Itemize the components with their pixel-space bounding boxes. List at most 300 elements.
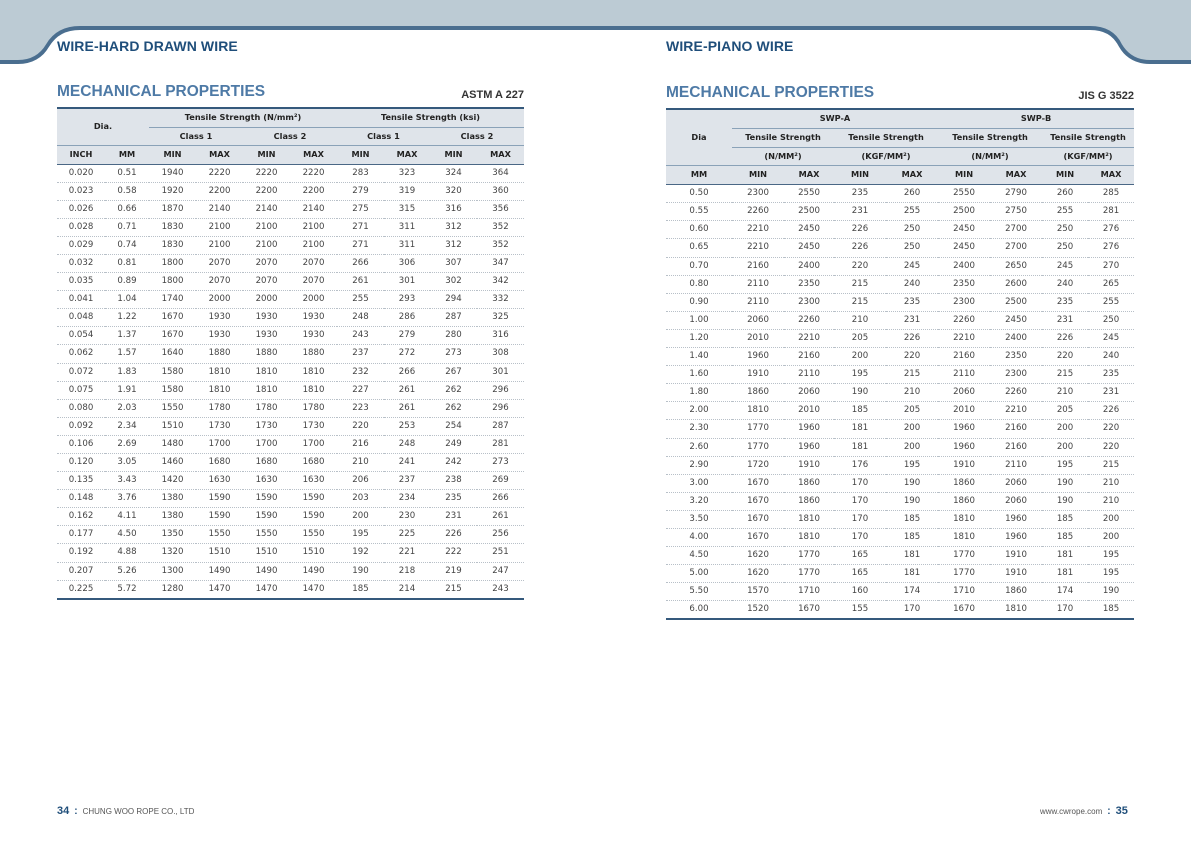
table-cell: 0.148 <box>57 490 105 508</box>
table-cell: 1730 <box>290 417 337 435</box>
table-cell: 2650 <box>990 257 1042 275</box>
table-cell: 6.00 <box>666 601 732 620</box>
table-cell: 2350 <box>784 275 834 293</box>
table-cell: 0.026 <box>57 200 105 218</box>
piano-wire-table <box>666 108 1134 620</box>
table-cell: 0.70 <box>666 257 732 275</box>
table-cell: 1720 <box>732 456 784 474</box>
table-cell: 1490 <box>196 562 243 580</box>
table-cell: 240 <box>1042 275 1088 293</box>
table-cell: 210 <box>337 454 384 472</box>
table-cell: 200 <box>886 420 938 438</box>
table-cell: 1810 <box>938 528 990 546</box>
footer-separator: : <box>74 806 78 817</box>
table-cell: 1550 <box>243 526 290 544</box>
table-cell: 1670 <box>149 327 196 345</box>
table-cell: 1.00 <box>666 311 732 329</box>
table-cell: 170 <box>834 528 886 546</box>
table-cell: 269 <box>477 472 524 490</box>
table-cell: 1800 <box>149 254 196 272</box>
table-cell: 316 <box>477 327 524 345</box>
table-cell: 1810 <box>196 363 243 381</box>
table-cell: 235 <box>1042 293 1088 311</box>
table-row <box>666 366 1134 384</box>
class2-header: Class 2 <box>430 127 524 146</box>
table-cell: 255 <box>1042 203 1088 221</box>
table-cell: 0.66 <box>105 200 149 218</box>
table-cell: 260 <box>886 185 938 203</box>
table-cell: 1880 <box>196 345 243 363</box>
table-cell: 0.072 <box>57 363 105 381</box>
table-cell: 2450 <box>990 311 1042 329</box>
table-row <box>57 291 524 309</box>
table-cell: 276 <box>1088 221 1134 239</box>
table-cell: 286 <box>384 309 430 327</box>
table-cell: 231 <box>1042 311 1088 329</box>
table-cell: 4.00 <box>666 528 732 546</box>
table-cell: 1930 <box>243 309 290 327</box>
table-cell: 261 <box>477 508 524 526</box>
table-cell: 2100 <box>243 236 290 254</box>
table-cell: 220 <box>886 348 938 366</box>
table-cell: 1860 <box>938 474 990 492</box>
table-cell: 260 <box>1042 185 1088 203</box>
table-cell: 1700 <box>243 435 290 453</box>
table-cell: 192 <box>337 544 384 562</box>
table-row <box>666 257 1134 275</box>
table-cell: 273 <box>477 454 524 472</box>
table-cell: 203 <box>337 490 384 508</box>
table-cell: 3.00 <box>666 474 732 492</box>
table-cell: 1940 <box>149 164 196 182</box>
table-row <box>666 239 1134 257</box>
table-cell: 0.023 <box>57 182 105 200</box>
table-cell: 176 <box>834 456 886 474</box>
column-header: MAX <box>384 146 430 165</box>
table-cell: 324 <box>430 164 477 182</box>
table-cell: 1550 <box>290 526 337 544</box>
table-cell: 1860 <box>784 474 834 492</box>
table-cell: 220 <box>1042 348 1088 366</box>
table-cell: 2140 <box>243 200 290 218</box>
table-cell: 1870 <box>149 200 196 218</box>
table-cell: 1770 <box>784 565 834 583</box>
table-cell: 1.57 <box>105 345 149 363</box>
table-cell: 2790 <box>990 185 1042 203</box>
table-cell: 4.50 <box>666 547 732 565</box>
table-cell: 2100 <box>290 236 337 254</box>
table-cell: 245 <box>1088 329 1134 347</box>
table-cell: 170 <box>834 474 886 492</box>
table-cell: 265 <box>1088 275 1134 293</box>
table-cell: 2100 <box>243 218 290 236</box>
table-row <box>57 526 524 544</box>
table-cell: 255 <box>1088 293 1134 311</box>
table-cell: 320 <box>430 182 477 200</box>
table-cell: 234 <box>384 490 430 508</box>
table-cell: 1930 <box>243 327 290 345</box>
table-cell: 2.30 <box>666 420 732 438</box>
table-row <box>57 273 524 291</box>
left-section-title: MECHANICAL PROPERTIES <box>57 83 266 100</box>
table-cell: 1810 <box>990 601 1042 620</box>
table-cell: 1280 <box>149 580 196 599</box>
table-cell: 200 <box>1042 420 1088 438</box>
table-row <box>666 311 1134 329</box>
left-page-title: WIRE-HARD DRAWN WIRE <box>57 38 238 54</box>
table-cell: 245 <box>1042 257 1088 275</box>
table-cell: 225 <box>384 526 430 544</box>
table-cell: 185 <box>886 510 938 528</box>
table-cell: 215 <box>834 275 886 293</box>
table-cell: 1770 <box>732 420 784 438</box>
table-cell: 1380 <box>149 490 196 508</box>
table-cell: 221 <box>384 544 430 562</box>
table-cell: 1860 <box>990 583 1042 601</box>
table-cell: 1680 <box>243 454 290 472</box>
table-cell: 226 <box>1088 402 1134 420</box>
table-cell: 332 <box>477 291 524 309</box>
table-cell: 2400 <box>990 329 1042 347</box>
table-cell: 0.58 <box>105 182 149 200</box>
table-cell: 262 <box>430 381 477 399</box>
table-cell: 3.20 <box>666 492 732 510</box>
table-row <box>666 601 1134 620</box>
table-cell: 1670 <box>732 510 784 528</box>
table-row <box>57 254 524 272</box>
table-cell: 1710 <box>938 583 990 601</box>
table-cell: 0.032 <box>57 254 105 272</box>
table-row <box>666 275 1134 293</box>
table-cell: 231 <box>834 203 886 221</box>
table-cell: 287 <box>430 309 477 327</box>
table-cell: 2200 <box>196 182 243 200</box>
table-cell: 1910 <box>990 547 1042 565</box>
table-cell: 2060 <box>784 384 834 402</box>
table-cell: 1930 <box>196 309 243 327</box>
table-row <box>57 417 524 435</box>
page-number: 35 <box>1115 805 1128 817</box>
table-cell: 0.81 <box>105 254 149 272</box>
class2-header: Class 2 <box>243 127 337 146</box>
table-cell: 226 <box>834 221 886 239</box>
table-cell: 1380 <box>149 508 196 526</box>
right-footer <box>1040 805 1128 817</box>
table-cell: 266 <box>384 363 430 381</box>
table-cell: 261 <box>337 273 384 291</box>
table-cell: 2110 <box>732 293 784 311</box>
table-cell: 352 <box>477 218 524 236</box>
table-cell: 250 <box>1042 239 1088 257</box>
table-cell: 285 <box>1088 185 1134 203</box>
table-cell: 1800 <box>149 273 196 291</box>
table-cell: 256 <box>477 526 524 544</box>
column-header: MIN <box>337 146 384 165</box>
table-cell: 0.075 <box>57 381 105 399</box>
table-cell: 190 <box>337 562 384 580</box>
table-cell: 1770 <box>938 565 990 583</box>
table-cell: 185 <box>1088 601 1134 620</box>
dia-header: Dia. <box>57 108 149 146</box>
table-cell: 251 <box>477 544 524 562</box>
table-cell: 170 <box>886 601 938 620</box>
table-cell: 0.062 <box>57 345 105 363</box>
table-cell: 1930 <box>196 327 243 345</box>
table-cell: 0.71 <box>105 218 149 236</box>
table-cell: 316 <box>430 200 477 218</box>
table-cell: 2.00 <box>666 402 732 420</box>
table-cell: 247 <box>477 562 524 580</box>
table-cell: 325 <box>477 309 524 327</box>
table-cell: 2300 <box>938 293 990 311</box>
swp-a-header: SWP-A <box>732 109 938 128</box>
table-cell: 210 <box>1088 492 1134 510</box>
table-cell: 226 <box>430 526 477 544</box>
table-cell: 250 <box>886 221 938 239</box>
table-cell: 0.020 <box>57 164 105 182</box>
table-cell: 205 <box>886 402 938 420</box>
table-cell: 219 <box>430 562 477 580</box>
table-cell: 2010 <box>784 402 834 420</box>
table-cell: 271 <box>337 218 384 236</box>
table-cell: 296 <box>477 381 524 399</box>
column-header: MM <box>105 146 149 165</box>
table-cell: 360 <box>477 182 524 200</box>
table-cell: 200 <box>337 508 384 526</box>
table-cell: 2110 <box>732 275 784 293</box>
table-cell: 294 <box>430 291 477 309</box>
table-cell: 250 <box>1042 221 1088 239</box>
table-cell: 1920 <box>149 182 196 200</box>
table-row <box>666 185 1134 203</box>
table-cell: 1420 <box>149 472 196 490</box>
table-cell: 215 <box>1042 366 1088 384</box>
table-cell: 262 <box>430 399 477 417</box>
table-cell: 250 <box>1088 311 1134 329</box>
table-row <box>666 402 1134 420</box>
table-cell: 210 <box>834 311 886 329</box>
table-cell: 279 <box>384 327 430 345</box>
table-cell: 1710 <box>784 583 834 601</box>
table-cell: 231 <box>1088 384 1134 402</box>
table-row <box>666 583 1134 601</box>
tensile-strength-header: Tensile Strength <box>938 128 1042 147</box>
table-cell: 1580 <box>149 363 196 381</box>
right-page-title: WIRE-PIANO WIRE <box>666 38 794 54</box>
table-cell: 1630 <box>290 472 337 490</box>
table-cell: 195 <box>337 526 384 544</box>
table-row <box>57 472 524 490</box>
table-row <box>666 203 1134 221</box>
table-cell: 2110 <box>784 366 834 384</box>
table-cell: 181 <box>1042 547 1088 565</box>
table-cell: 0.50 <box>666 185 732 203</box>
table-cell: 1.04 <box>105 291 149 309</box>
table-cell: 174 <box>886 583 938 601</box>
table-cell: 1670 <box>784 601 834 620</box>
table-cell: 214 <box>384 580 430 599</box>
table-cell: 195 <box>1042 456 1088 474</box>
table-cell: 190 <box>886 492 938 510</box>
table-cell: 231 <box>430 508 477 526</box>
table-cell: 1830 <box>149 218 196 236</box>
tensile-strength-header: Tensile Strength <box>1042 128 1134 147</box>
unit-header: (N/MM²) <box>938 147 1042 166</box>
table-cell: 1670 <box>938 601 990 620</box>
table-cell: 1470 <box>196 580 243 599</box>
table-row <box>666 293 1134 311</box>
table-cell: 1680 <box>196 454 243 472</box>
table-cell: 1300 <box>149 562 196 580</box>
table-cell: 253 <box>384 417 430 435</box>
table-cell: 2750 <box>990 203 1042 221</box>
hard-drawn-wire-table <box>57 107 524 600</box>
table-cell: 267 <box>430 363 477 381</box>
table-cell: 190 <box>1042 474 1088 492</box>
table-cell: 1320 <box>149 544 196 562</box>
table-cell: 215 <box>886 366 938 384</box>
table-cell: 1810 <box>732 402 784 420</box>
table-cell: 5.72 <box>105 580 149 599</box>
table-cell: 2200 <box>290 182 337 200</box>
table-cell: 1960 <box>732 348 784 366</box>
table-cell: 0.028 <box>57 218 105 236</box>
table-row <box>57 544 524 562</box>
table-cell: 185 <box>1042 528 1088 546</box>
table-cell: 205 <box>834 329 886 347</box>
table-cell: 2.34 <box>105 417 149 435</box>
table-cell: 210 <box>886 384 938 402</box>
table-row <box>57 363 524 381</box>
table-cell: 0.225 <box>57 580 105 599</box>
column-header: MAX <box>1088 166 1134 185</box>
left-standard-label: ASTM A 227 <box>461 89 524 101</box>
table-cell: 1510 <box>149 417 196 435</box>
table-cell: 1770 <box>732 438 784 456</box>
table-row <box>666 510 1134 528</box>
table-cell: 2260 <box>938 311 990 329</box>
table-cell: 273 <box>430 345 477 363</box>
table-cell: 296 <box>477 399 524 417</box>
table-row <box>57 580 524 599</box>
table-row <box>57 508 524 526</box>
table-cell: 195 <box>886 456 938 474</box>
table-cell: 235 <box>1088 366 1134 384</box>
table-cell: 3.05 <box>105 454 149 472</box>
table-cell: 1620 <box>732 547 784 565</box>
table-cell: 281 <box>477 435 524 453</box>
table-cell: 0.74 <box>105 236 149 254</box>
table-cell: 2010 <box>938 402 990 420</box>
table-row <box>666 565 1134 583</box>
table-cell: 1670 <box>149 309 196 327</box>
table-cell: 235 <box>834 185 886 203</box>
table-cell: 2400 <box>784 257 834 275</box>
table-cell: 2300 <box>732 185 784 203</box>
table-cell: 307 <box>430 254 477 272</box>
table-cell: 222 <box>430 544 477 562</box>
table-cell: 4.50 <box>105 526 149 544</box>
table-cell: 249 <box>430 435 477 453</box>
table-cell: 1670 <box>732 528 784 546</box>
table-cell: 1960 <box>784 420 834 438</box>
table-cell: 1910 <box>732 366 784 384</box>
table-cell: 312 <box>430 236 477 254</box>
table-cell: 2700 <box>990 221 1042 239</box>
table-cell: 2.90 <box>666 456 732 474</box>
table-cell: 2500 <box>990 293 1042 311</box>
table-cell: 1510 <box>290 544 337 562</box>
table-cell: 275 <box>337 200 384 218</box>
table-cell: 2500 <box>784 203 834 221</box>
table-cell: 270 <box>1088 257 1134 275</box>
table-cell: 242 <box>430 454 477 472</box>
table-cell: 2100 <box>196 218 243 236</box>
table-cell: 0.120 <box>57 454 105 472</box>
class1-header: Class 1 <box>337 127 430 146</box>
table-cell: 0.092 <box>57 417 105 435</box>
table-cell: 215 <box>430 580 477 599</box>
table-cell: 2160 <box>990 420 1042 438</box>
table-cell: 306 <box>384 254 430 272</box>
table-cell: 200 <box>834 348 886 366</box>
table-cell: 1590 <box>243 508 290 526</box>
table-cell: 1830 <box>149 236 196 254</box>
table-row <box>57 164 524 182</box>
table-cell: 1590 <box>290 490 337 508</box>
table-cell: 2600 <box>990 275 1042 293</box>
table-cell: 2300 <box>784 293 834 311</box>
table-cell: 237 <box>384 472 430 490</box>
table-cell: 266 <box>337 254 384 272</box>
table-cell: 1810 <box>243 381 290 399</box>
table-cell: 2.69 <box>105 435 149 453</box>
table-cell: 226 <box>834 239 886 257</box>
table-cell: 2220 <box>290 164 337 182</box>
table-cell: 1590 <box>290 508 337 526</box>
table-cell: 4.11 <box>105 508 149 526</box>
table-cell: 1770 <box>938 547 990 565</box>
table-cell: 0.041 <box>57 291 105 309</box>
table-cell: 245 <box>886 257 938 275</box>
column-header: MIN <box>1042 166 1088 185</box>
table-cell: 240 <box>886 275 938 293</box>
table-cell: 2110 <box>938 366 990 384</box>
table-row <box>57 435 524 453</box>
tensile-strength-header: Tensile Strength <box>732 128 834 147</box>
table-cell: 1550 <box>196 526 243 544</box>
table-cell: 301 <box>384 273 430 291</box>
table-cell: 200 <box>886 438 938 456</box>
table-cell: 1670 <box>732 492 784 510</box>
table-cell: 190 <box>886 474 938 492</box>
table-cell: 165 <box>834 547 886 565</box>
table-cell: 1810 <box>290 363 337 381</box>
table-cell: 1350 <box>149 526 196 544</box>
table-cell: 240 <box>1088 348 1134 366</box>
table-cell: 0.106 <box>57 435 105 453</box>
table-cell: 2210 <box>938 329 990 347</box>
table-cell: 1.91 <box>105 381 149 399</box>
table-cell: 0.029 <box>57 236 105 254</box>
table-cell: 185 <box>337 580 384 599</box>
table-cell: 241 <box>384 454 430 472</box>
table-cell: 1.83 <box>105 363 149 381</box>
table-cell: 0.035 <box>57 273 105 291</box>
table-cell: 2110 <box>990 456 1042 474</box>
table-cell: 0.080 <box>57 399 105 417</box>
table-cell: 364 <box>477 164 524 182</box>
